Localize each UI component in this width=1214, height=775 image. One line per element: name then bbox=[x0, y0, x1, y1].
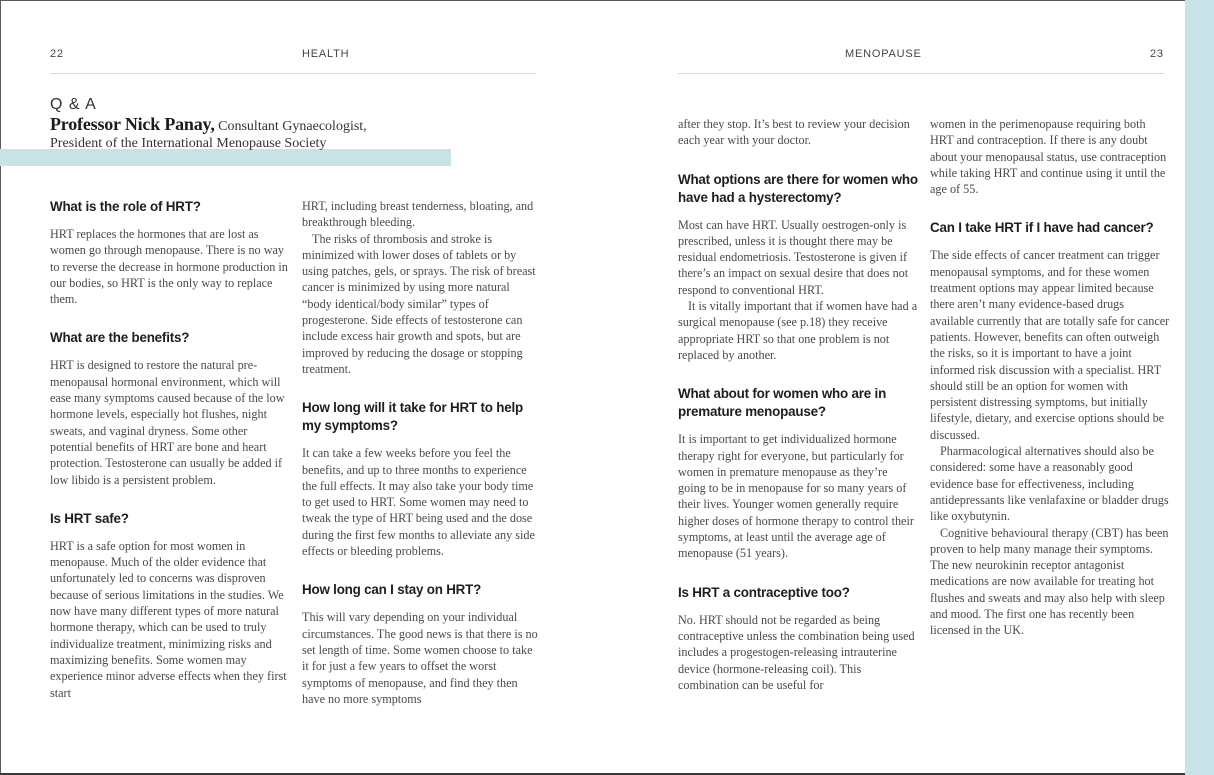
answer-paragraph: It can take a few weeks before you feel the benefits, and up to three months to experience the full effects. It may also take your body time to get used to HRT. Some women may need to tweak the type of HRT being used and the dose during the first few months to alleviate any side effects or bleeding problems. bbox=[302, 446, 535, 559]
qa-block bbox=[50, 510, 290, 701]
question-heading: What are the benefits? bbox=[50, 330, 190, 346]
answer-paragraph: It is important to get individualized hormone therapy right for everyone, but particularly for women in premature menopause as they’re going to be in menopause for so many years of their lives. Younger women generally require higher doses of hormone therapy to control their symptoms, at least until the average age of menopause (51 years). bbox=[678, 432, 914, 561]
answer-paragraph: HRT replaces the hormones that are lost as women go through menopause. There is no way to reverse the decrease in hormone production in our bodies, so HRT is the only way to replace them. bbox=[50, 227, 288, 307]
qa-block bbox=[678, 584, 918, 693]
left-page-column-2 bbox=[302, 198, 542, 729]
header-rule-left bbox=[50, 73, 536, 74]
left-page-column-1 bbox=[50, 198, 290, 723]
answer-paragraph: This will vary depending on your individual circumstances. The good news is that there is no set length of time. Some women choose to take it for just a few years to offset the worst symptoms of menopause, and find they then have no more symptoms bbox=[302, 610, 538, 706]
author-credit bbox=[50, 116, 470, 152]
page-number-left: 22 bbox=[50, 48, 64, 60]
answer-paragraph: No. HRT should not be regarded as being contraceptive unless the combination being used includes a progestogen-releasing intrauterine device (hormone-releasing coil). This combination can be useful for bbox=[678, 612, 915, 692]
qa-block bbox=[678, 116, 918, 149]
question-heading: What options are there for women who have had a hysterectomy? bbox=[678, 171, 918, 205]
qa-block bbox=[930, 116, 1170, 197]
question-heading: Can I take HRT if I have had cancer? bbox=[930, 220, 1154, 236]
author-name: Professor Nick Panay, bbox=[50, 114, 215, 134]
right-page-column-2 bbox=[930, 116, 1170, 661]
qa-block bbox=[302, 198, 542, 377]
question-heading: How long can I stay on HRT? bbox=[302, 582, 482, 598]
answer-paragraph: HRT is designed to restore the natural pre-menopausal hormonal environment, which will ease many symptoms caused because of the low hormone levels, especially hot flushes, night sweats, and vaginal dryness. Some other potential benefits of HRT are bone and heart protection. Testosterone can usually be added if low libido is a persistent problem. bbox=[50, 358, 285, 487]
qa-block bbox=[678, 171, 918, 364]
answer-paragraph: women in the perimenopause requiring both HRT and contraception. If there is any doubt about your menopausal status, use contraception while taking HRT and continue using it until the age of 55. bbox=[930, 117, 1167, 197]
accent-edge-strip bbox=[1185, 0, 1214, 775]
qa-block bbox=[50, 329, 290, 487]
right-page-column-1 bbox=[678, 116, 918, 715]
answer-paragraph: Most can have HRT. Usually oestrogen-only is prescribed, unless it is thought there may be residual endometriosis. Testosterone is given if there’s an impact on sexual desire that does not respond to conventional HRT. bbox=[678, 217, 909, 297]
qa-block bbox=[930, 219, 1170, 638]
question-heading: How long will it take for HRT to help my symptoms? bbox=[302, 400, 523, 434]
answer-paragraph: Cognitive behavioural therapy (CBT) has been proven to help many manage their symptoms. The new neurokinin receptor antagonist medications are now available for treating hot flushes and sweats and may also help with sleep and mood. The first one has recently been licensed in the UK. bbox=[930, 525, 1169, 638]
qa-block bbox=[50, 198, 290, 307]
author-title: Consultant Gynaecologist, bbox=[218, 119, 367, 134]
answer-paragraph: Pharmacological alternatives should also be considered: some have a reasonably good evidence base for effectiveness, including antidepressants like venlafaxine or bladder drugs like oxybutynin. bbox=[930, 444, 1169, 524]
answer-paragraph: after they stop. It’s best to review your decision each year with your doctor. bbox=[678, 117, 910, 148]
qa-block bbox=[302, 581, 542, 707]
answer-paragraph: HRT is a safe option for most women in menopause. Much of the older evidence that unfortunately led to concerns was disproven because of serious limitations in the studies. We now have many different types of more natural hormone therapy, which can be used to truly individualize treatment, minimizing risks and maximizing benefits. Some women may experience minor adverse effects when they first start bbox=[50, 538, 287, 700]
answer-paragraph: It is vitally important that if women have had a surgical menopause (see p.18) they receive appropriate HRT so that one problem is not replaced by another. bbox=[678, 299, 918, 362]
author-affiliation: President of the International Menopause Society bbox=[50, 136, 327, 151]
answer-paragraph: The side effects of cancer treatment can trigger menopausal symptoms, and for these women treatment options may appear limited because there aren’t many evidence-based drugs available currently that are totally safe for cancer patients. However, benefits can often outweigh the risks, so it is important to have a joint informed risk discussion with a specialist. HRT should still be an option for women with persistent distressing symptoms, but initially lifestyle, dietary, and exercise options should be discussed. bbox=[930, 248, 1170, 442]
qa-block bbox=[678, 385, 918, 561]
question-heading: Is HRT a contraceptive too? bbox=[678, 584, 850, 600]
running-head-left: HEALTH bbox=[302, 48, 350, 60]
qa-block bbox=[302, 399, 542, 559]
section-label: Q & A bbox=[50, 96, 97, 113]
answer-paragraph: The risks of thrombosis and stroke is minimized with lower doses of tablets or by using patches, gels, or sprays. The risk of breast cancer is minimized by using more natural “body identical/body similar” types of progesterone. Side effects of testosterone can include excess hair growth and spots, but are improved by reducing the dosage or stopping treatment. bbox=[302, 231, 536, 376]
question-heading: What is the role of HRT? bbox=[50, 199, 201, 214]
header-rule-right bbox=[678, 73, 1164, 74]
question-heading: What about for women who are in premature menopause? bbox=[678, 386, 887, 420]
running-head-right: MENOPAUSE bbox=[845, 48, 922, 60]
page-number-right: 23 bbox=[1150, 48, 1164, 60]
answer-paragraph: HRT, including breast tenderness, bloating, and breakthrough bleeding. bbox=[302, 199, 534, 230]
question-heading: Is HRT safe? bbox=[50, 510, 129, 526]
